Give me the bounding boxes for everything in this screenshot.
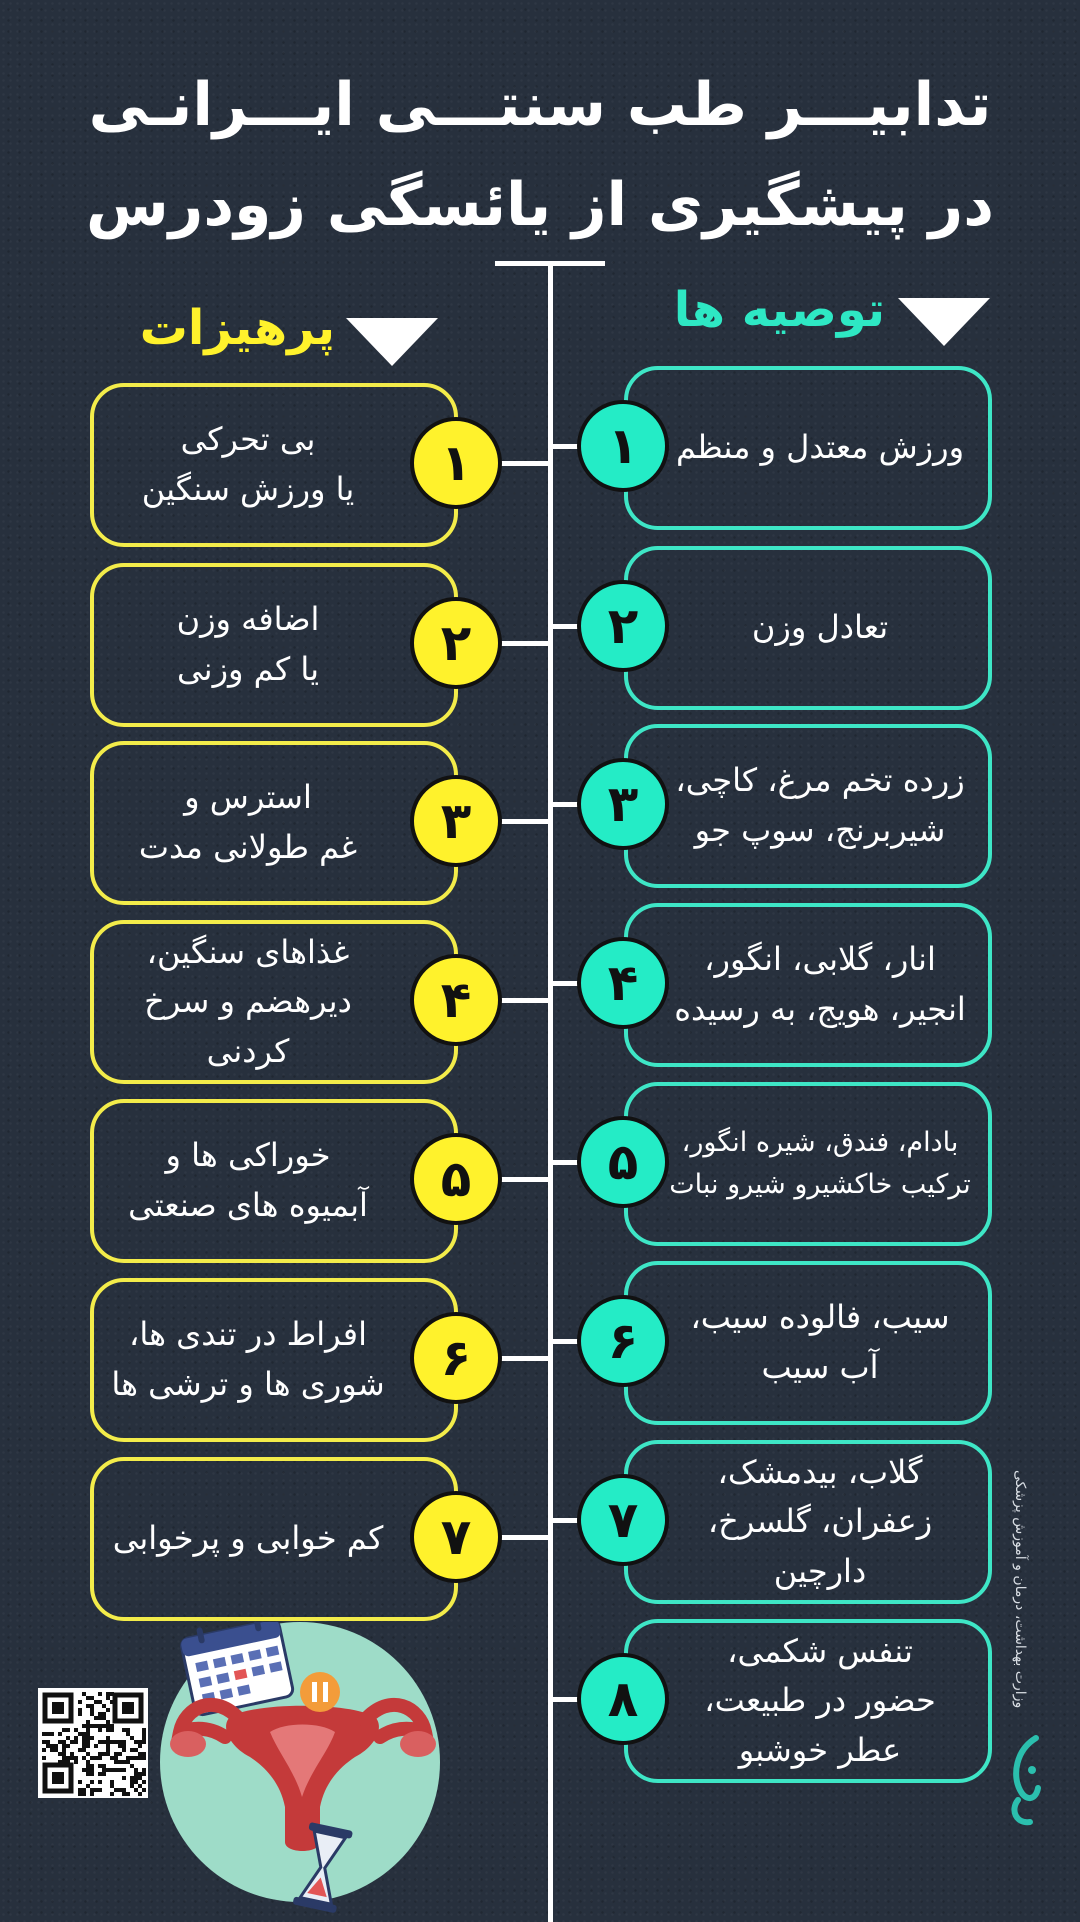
- avoidance-number-badge: ۴: [410, 954, 502, 1046]
- avoidance-connector: [500, 1535, 550, 1540]
- recommendation-text: تعادل وزن: [624, 546, 992, 710]
- avoidance-item: [0, 563, 1080, 733]
- recommendation-number-badge: ۴: [577, 937, 669, 1029]
- recommendation-text: انار، گلابی، انگور، انجیر، هویج، به رسیده: [624, 903, 992, 1067]
- recommendation-number-badge: ۵: [577, 1116, 669, 1208]
- avoidances-triangle-icon: [346, 318, 438, 366]
- avoidance-connector: [500, 641, 550, 646]
- avoidance-text: غذاهای سنگین، دیرهضم و سرخ کردنی: [90, 920, 458, 1084]
- recommendation-text: زرده تخم مرغ، کاچی، شیربرنج، سوپ جو: [624, 724, 992, 888]
- avoidance-item: [0, 1099, 1080, 1269]
- avoidance-connector: [500, 461, 550, 466]
- recommendation-text: تنفس شکمی، حضور در طبیعت، عطر خوشبو: [624, 1619, 992, 1783]
- recommendation-text: گلاب، بیدمشک، زعفران، گلسرخ، دارچین: [624, 1440, 992, 1604]
- recommendation-number-badge: ۳: [577, 758, 669, 850]
- avoidance-connector: [500, 1356, 550, 1361]
- avoidance-text: افراط در تندی ها، شوری ها و ترشی ها: [90, 1278, 458, 1442]
- uterus-calendar-hourglass-illustration: [160, 1622, 450, 1922]
- recommendations-heading: توصیه ها: [673, 282, 885, 338]
- recommendation-text: ورزش معتدل و منظم: [624, 366, 992, 530]
- pause-icon: [300, 1672, 340, 1712]
- recommendation-number-badge: ۲: [577, 580, 669, 672]
- ministry-caption: وزارت بهداشت، درمان و آموزش پزشکی: [1012, 1470, 1028, 1709]
- avoidance-text: استرس و غم طولانی مدت: [90, 741, 458, 905]
- recommendation-connector: [548, 1697, 578, 1702]
- recommendation-text: بادام، فندق، شیره انگور، ترکیب خاکشیرو شیرو نبات: [624, 1082, 992, 1246]
- avoidance-item: [0, 741, 1080, 911]
- avoidance-text: اضافه وزن یا کم وزنی: [90, 563, 458, 727]
- ministry-logo-icon: [1006, 1730, 1046, 1830]
- avoidance-number-badge: ۵: [410, 1133, 502, 1225]
- avoidance-text: بی تحرکی یا ورزش سنگین: [90, 383, 458, 547]
- avoidance-number-badge: ۶: [410, 1312, 502, 1404]
- avoidance-item: [0, 920, 1080, 1090]
- avoidance-connector: [500, 819, 550, 824]
- avoidance-connector: [500, 1177, 550, 1182]
- avoidance-item: [0, 1457, 1080, 1627]
- avoidance-connector: [500, 998, 550, 1003]
- recommendation-text: سیب، فالوده سیب، آب سیب: [624, 1261, 992, 1425]
- page-title-line-2: در پیشگیری از یائسگی زودرس: [86, 170, 994, 240]
- recommendations-triangle-icon: [898, 298, 990, 346]
- recommendation-number-badge: ۶: [577, 1295, 669, 1387]
- recommendation-number-badge: ۱: [577, 400, 669, 492]
- recommendation-number-badge: ۷: [577, 1474, 669, 1566]
- avoidance-item: [0, 1278, 1080, 1448]
- avoidance-number-badge: ۱: [410, 417, 502, 509]
- avoidance-number-badge: ۳: [410, 775, 502, 867]
- avoidance-text: خوراکی ها و آبمیوه های صنعتی: [90, 1099, 458, 1263]
- qr-code-icon: [38, 1688, 148, 1798]
- recommendation-number-badge: ۸: [577, 1653, 669, 1745]
- avoidance-number-badge: ۷: [410, 1491, 502, 1583]
- avoidances-heading: پرهیزات: [139, 300, 335, 356]
- page-title-line-1: تدابیـــر طب سنتـــی ایـــرانـی: [88, 70, 992, 140]
- avoidance-item: [0, 383, 1080, 553]
- avoidance-number-badge: ۲: [410, 597, 502, 689]
- avoidance-text: کم خوابی و پرخوابی: [90, 1457, 458, 1621]
